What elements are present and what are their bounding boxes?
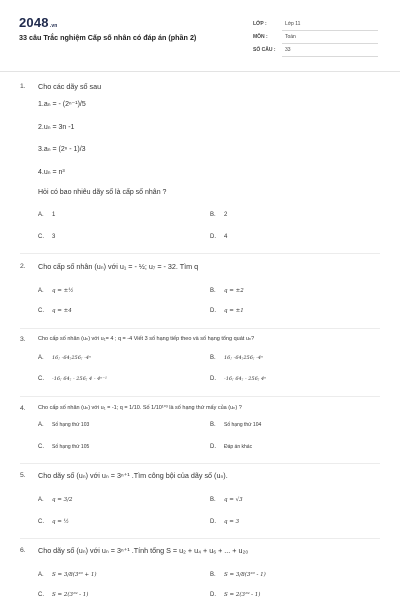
document-title: 33 câu Trắc nghiệm Cấp số nhân có đáp án (phần 2) — [19, 33, 197, 42]
meta-label-subject: MÔN : — [253, 34, 268, 40]
answer-option-a[interactable]: A. S = 3/8(3²⁰ + 1) — [38, 572, 97, 578]
question-number: 4. — [20, 405, 26, 412]
question-divider — [20, 396, 380, 397]
answer-option-b[interactable]: B. S = 3/8(3²⁰ - 1) — [210, 572, 266, 578]
meta-label-count: SỐ CÂU : — [253, 47, 276, 53]
site-logo[interactable]: 2048.vn — [19, 15, 58, 30]
question-divider — [20, 328, 380, 329]
answer-option-a[interactable]: A. 16; -64;256; -4ⁿ — [38, 355, 92, 361]
answer-option-d[interactable]: D. 4 — [210, 234, 228, 240]
question-number: 1. — [20, 83, 26, 90]
answer-option-b[interactable]: B. Số hạng thứ 104 — [210, 422, 262, 428]
answer-option-c[interactable]: C. Số hạng thứ 105 — [38, 444, 90, 450]
question-text: Cho dãy số (uₙ) với uₙ = 3ⁿ⁺¹ .Tính tổng S = u₂ + u₄ + u₆ + ... + u₂₀ — [38, 546, 249, 555]
question-number: 6. — [20, 547, 26, 554]
answer-option-d[interactable]: D. Đáp án khác — [210, 444, 253, 450]
sequence-line: 1.aₙ = - (2ⁿ⁻¹)/5 — [38, 101, 86, 108]
answer-option-a[interactable]: A. Số hạng thứ 103 — [38, 422, 90, 428]
question-divider — [20, 463, 380, 464]
question-number: 2. — [20, 263, 26, 270]
answer-option-c[interactable]: C. -16; 64; - 256; 4 - 4ⁿ⁻¹ — [38, 376, 107, 382]
question-number: 5. — [20, 472, 26, 479]
answer-option-d[interactable]: D. q = 3 — [210, 519, 240, 525]
meta-divider — [282, 43, 378, 44]
answer-option-a[interactable]: A. 1 — [38, 212, 56, 218]
answer-option-d[interactable]: D. S = 2(3¹⁹ - 1) — [210, 592, 261, 598]
question-text: Cho dãy số (uₙ) với uₙ = 3ⁿ⁺¹ .Tìm công bội của dãy số (uₙ). — [38, 471, 228, 480]
question-text: Cho cấp số nhân (uₙ) với u₁ = -1; q = 1/10. Số 1/10¹⁰³ là số hạng thứ mấy của (uₙ) ? — [38, 405, 242, 411]
meta-value-subject: Toán — [285, 34, 296, 40]
question-text: Cho cấp số nhân (uₙ) với u₁ = - ½; u₇ = - 32. Tìm q — [38, 262, 199, 271]
meta-value-count: 33 — [285, 47, 291, 53]
question-text: Cho cấp số nhân (uₙ) với u₁= 4 ; q = -4 Viết 3 số hạng tiếp theo và số hạng tổng quát uₙ? — [38, 336, 255, 342]
answer-option-d[interactable]: D. q = ±1 — [210, 308, 244, 314]
question-text: Cho các dãy số sau — [38, 82, 102, 91]
header-divider — [0, 71, 400, 72]
answer-option-c[interactable]: C. q = ½ — [38, 519, 69, 525]
answer-option-c[interactable]: C. 3 — [38, 234, 56, 240]
sequence-line: 4.uₙ = n³ — [38, 169, 65, 176]
meta-value-class: Lớp 11 — [285, 21, 301, 27]
answer-option-a[interactable]: A. q = 3/2 — [38, 497, 73, 503]
question-divider — [20, 253, 380, 254]
document-header — [0, 0, 400, 72]
meta-divider — [282, 30, 378, 31]
question-number: 3. — [20, 336, 26, 343]
question-prompt: Hỏi có bao nhiêu dãy số là cấp số nhân ? — [38, 189, 167, 196]
sequence-line: 2.uₙ = 3n -1 — [38, 124, 75, 131]
answer-option-c[interactable]: C. q = ±4 — [38, 308, 72, 314]
answer-option-a[interactable]: A. q = ±½ — [38, 288, 74, 294]
meta-divider — [282, 56, 378, 57]
answer-option-c[interactable]: C. S = 2(3¹⁹ - 1) — [38, 592, 89, 598]
answer-option-b[interactable]: B. q = √3 — [210, 497, 243, 503]
answer-option-b[interactable]: B. q = ±2 — [210, 288, 244, 294]
answer-option-d[interactable]: D. -16; 64; - 256; 4ⁿ — [210, 376, 267, 382]
meta-label-class: LỚP : — [253, 21, 267, 27]
answer-option-b[interactable]: B. 16; -64;256; -4ⁿ — [210, 355, 264, 361]
answer-option-b[interactable]: B. 2 — [210, 212, 228, 218]
question-divider — [20, 538, 380, 539]
sequence-line: 3.aₙ = (2ⁿ - 1)/3 — [38, 146, 86, 153]
